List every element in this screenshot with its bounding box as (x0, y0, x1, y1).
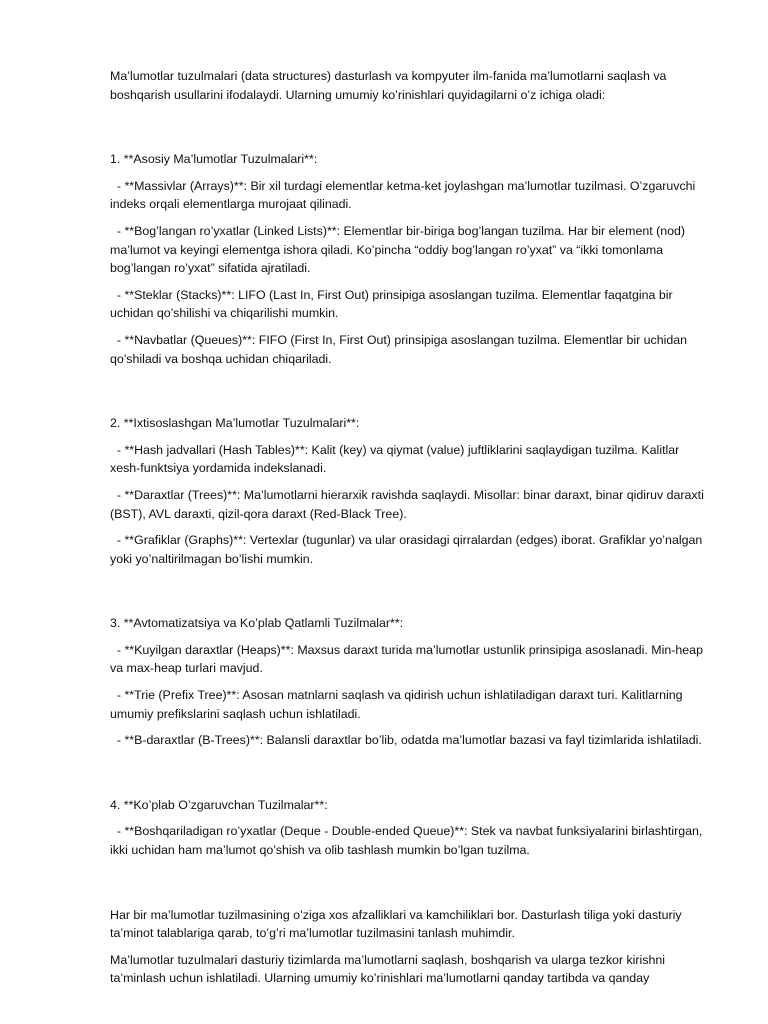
list-item: - **Steklar (Stacks)**: LIFO (Last In, First Out) prinsipiga asoslangan tuzilma. Elementlar faqatgina bir uchidan qo’shilishi va chiqarilishi mumkin. (110, 287, 677, 321)
outro-paragraph: Har bir ma’lumotlar tuzilmasining o’ziga xos afzalliklari va kamchiliklari bor. Dasturlash tiliga yoki dasturiy ta’minot talablariga qarab, to’g’ri ma’lumotlar tuzilmasini tanlash muhimdir. (110, 907, 686, 941)
list-item: - **Massivlar (Arrays)**: Bir xil turdagi elementlar ketma-ket joylashgan ma’lumotlar tuzilmasi. O’zgaruvchi indeks orqali elementlarga murojaat qilinadi. (110, 178, 699, 212)
outro-paragraph: Ma’lumotlar tuzulmalari dasturiy tizimlarda ma’lumotlarni saqlash, boshqarish va ularga tezkor kirishni ta’minlash uchun ishlatiladi. Ularning umumiy ko’rinishlari ma’lumotlarni qanday tartibda va qanday (110, 952, 669, 986)
section-1 (110, 150, 710, 368)
list-item: - **Trie (Prefix Tree)**: Asosan matnlarni saqlash va qidirish uchun ishlatiladigan daraxt turi. Kalitlarning umumiy prefikslarini saqlash uchun ishlatiladi. (110, 688, 686, 721)
section-heading: 1. **Asosiy Ma’lumotlar Tuzulmalari**: (110, 152, 318, 167)
section-heading: 3. **Avtomatizatsiya va Ko’plab Qatlamli Tuzilmalar**: (110, 616, 404, 631)
list-item: - **Bog’langan ro’yxatlar (Linked Lists)**: Elementlar bir-biriga bog’langan tuzilma. Har bir element (nod) ma’lumot va keyingi elementga ishora qiladi. Ko’pincha “oddiy bog’langan ro’yxat” va “ikki tomonlama bog’langan ro’yxat” sifatida ajratiladi. (110, 223, 689, 276)
intro-paragraph: Ma’lumotlar tuzulmalari (data structures) dasturlash va kompyuter ilm-fanida ma’lumotlarni saqlash va boshqarish usullarini ifodalaydi. Ularning umumiy ko’rinishlari quyidagilarni o’z ichiga oladi: (110, 69, 670, 102)
document-page (110, 67, 710, 996)
section-4 (110, 796, 710, 860)
section-heading: 4. **Ko’plab O’zgaruvchan Tuzilmalar**: (110, 797, 328, 812)
list-item: - **Grafiklar (Graphs)**: Vertexlar (tugunlar) va ular orasidagi qirralardan (edges) iborat. Grafiklar yo’nalgan yoki yo’naltirilmagan bo’lishi mumkin. (110, 533, 706, 566)
section-2 (110, 414, 710, 568)
section-heading: 2. **Ixtisoslashgan Ma’lumotlar Tuzulmalari**: (110, 416, 360, 431)
list-item: - **Navbatlar (Queues)**: FIFO (First In, First Out) prinsipiga asoslangan tuzilma. Elementlar bir uchidan qo’shiladi va boshqa uchidan chiqariladi. (110, 332, 691, 366)
list-item: - **Daraxtlar (Trees)**: Ma’lumotlarni hierarxik ravishda saqlaydi. Misollar: binar daraxt, binar qidiruv daraxti (BST), AVL daraxti, qizil-qora daraxt (Red-Black Tree). (110, 487, 708, 521)
list-item: - **Kuyilgan daraxtlar (Heaps)**: Maxsus daraxt turida ma’lumotlar ustunlik prinsipiga asoslanadi. Min-heap va max-heap turlari mavjud. (110, 642, 707, 676)
section-3 (110, 614, 710, 750)
list-item: - **Hash jadvallari (Hash Tables)**: Kalit (key) va qiymat (value) juftliklarini saqlaydigan tuzilma. Kalitlar xesh-funktsiya yordamida indekslanadi. (110, 442, 683, 476)
list-item: - **Boshqariladigan ro’yxatlar (Deque - Double-ended Queue)**: Stek va navbat funksiyalarini birlashtirgan, ikki uchidan ham ma’lumot qo’shish va olib tashlash mumkin bo’lgan tuzilma. (110, 824, 706, 858)
list-item: - **B-daraxtlar (B-Trees)**: Balansli daraxtlar bo’lib, odatda ma’lumotlar bazasi va fayl tizimlarida ishlatiladi. (110, 733, 702, 748)
